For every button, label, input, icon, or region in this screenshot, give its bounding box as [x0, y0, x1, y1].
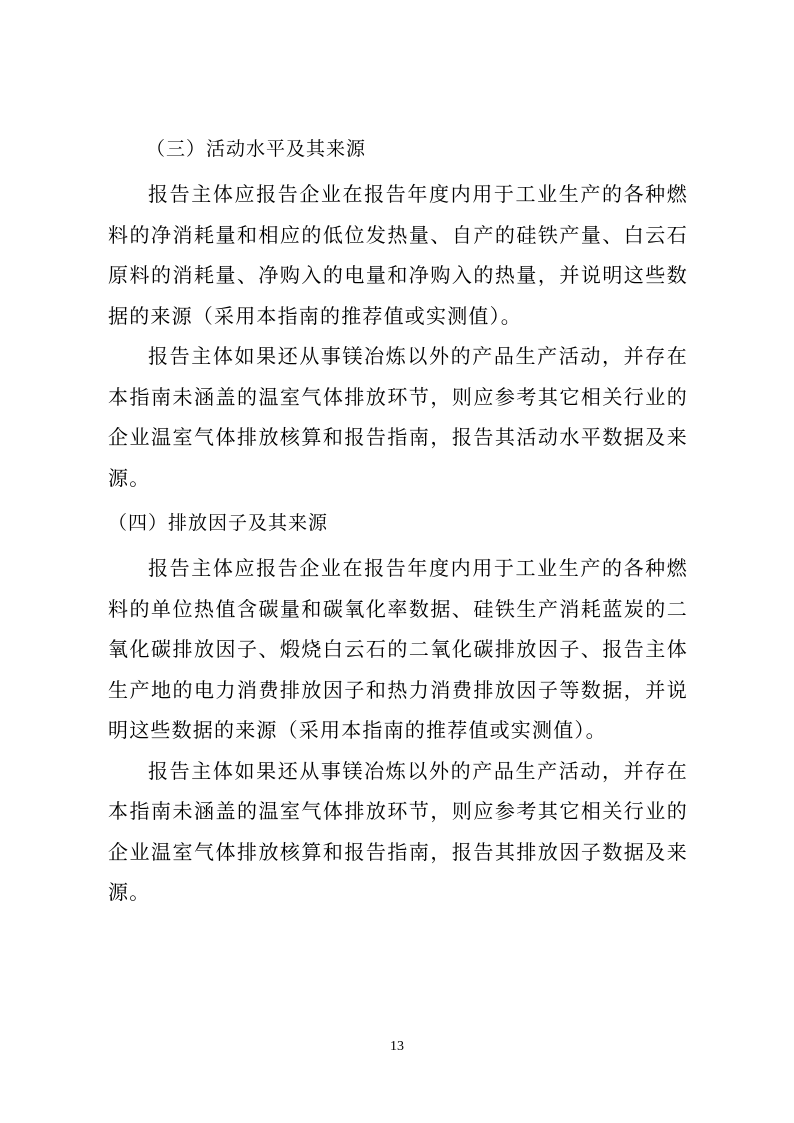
paragraph-activity-level-report: 报告主体应报告企业在报告年度内用于工业生产的各种燃料的净消耗量和相应的低位发热量、自产的硅铁产量、白云石原料的消耗量、净购入的电量和净购入的热量，并说明这些数据的来源（采用本指南的推荐值或实测值）。 [108, 182, 688, 328]
paragraph-emission-factors-report: 报告主体应报告企业在报告年度内用于工业生产的各种燃料的单位热值含碳量和碳氧化率数据、硅铁生产消耗蓝炭的二氧化碳排放因子、煅烧白云石的二氧化碳排放因子、报告主体生产地的电力消费排放因子和热力消费排放因子等数据，并说明这些数据的来源（采用本指南的推荐值或实测值）。 [108, 556, 688, 742]
section-heading-emission-factors: （四）排放因子及其来源 [108, 512, 329, 534]
paragraph-emission-factors-other-products: 报告主体如果还从事镁冶炼以外的产品生产活动，并存在本指南未涵盖的温室气体排放环节，则应参考其它相关行业的企业温室气体排放核算和报告指南，报告其排放因子数据及来源。 [108, 758, 688, 904]
section-heading-activity-level: （三）活动水平及其来源 [146, 138, 367, 160]
page-number: 13 [390, 1039, 404, 1054]
paragraph-activity-level-other-products: 报告主体如果还从事镁冶炼以外的产品生产活动，并存在本指南未涵盖的温室气体排放环节，则应参考其它相关行业的企业温室气体排放核算和报告指南，报告其活动水平数据及来源。 [108, 344, 688, 490]
page-content [108, 130, 688, 913]
